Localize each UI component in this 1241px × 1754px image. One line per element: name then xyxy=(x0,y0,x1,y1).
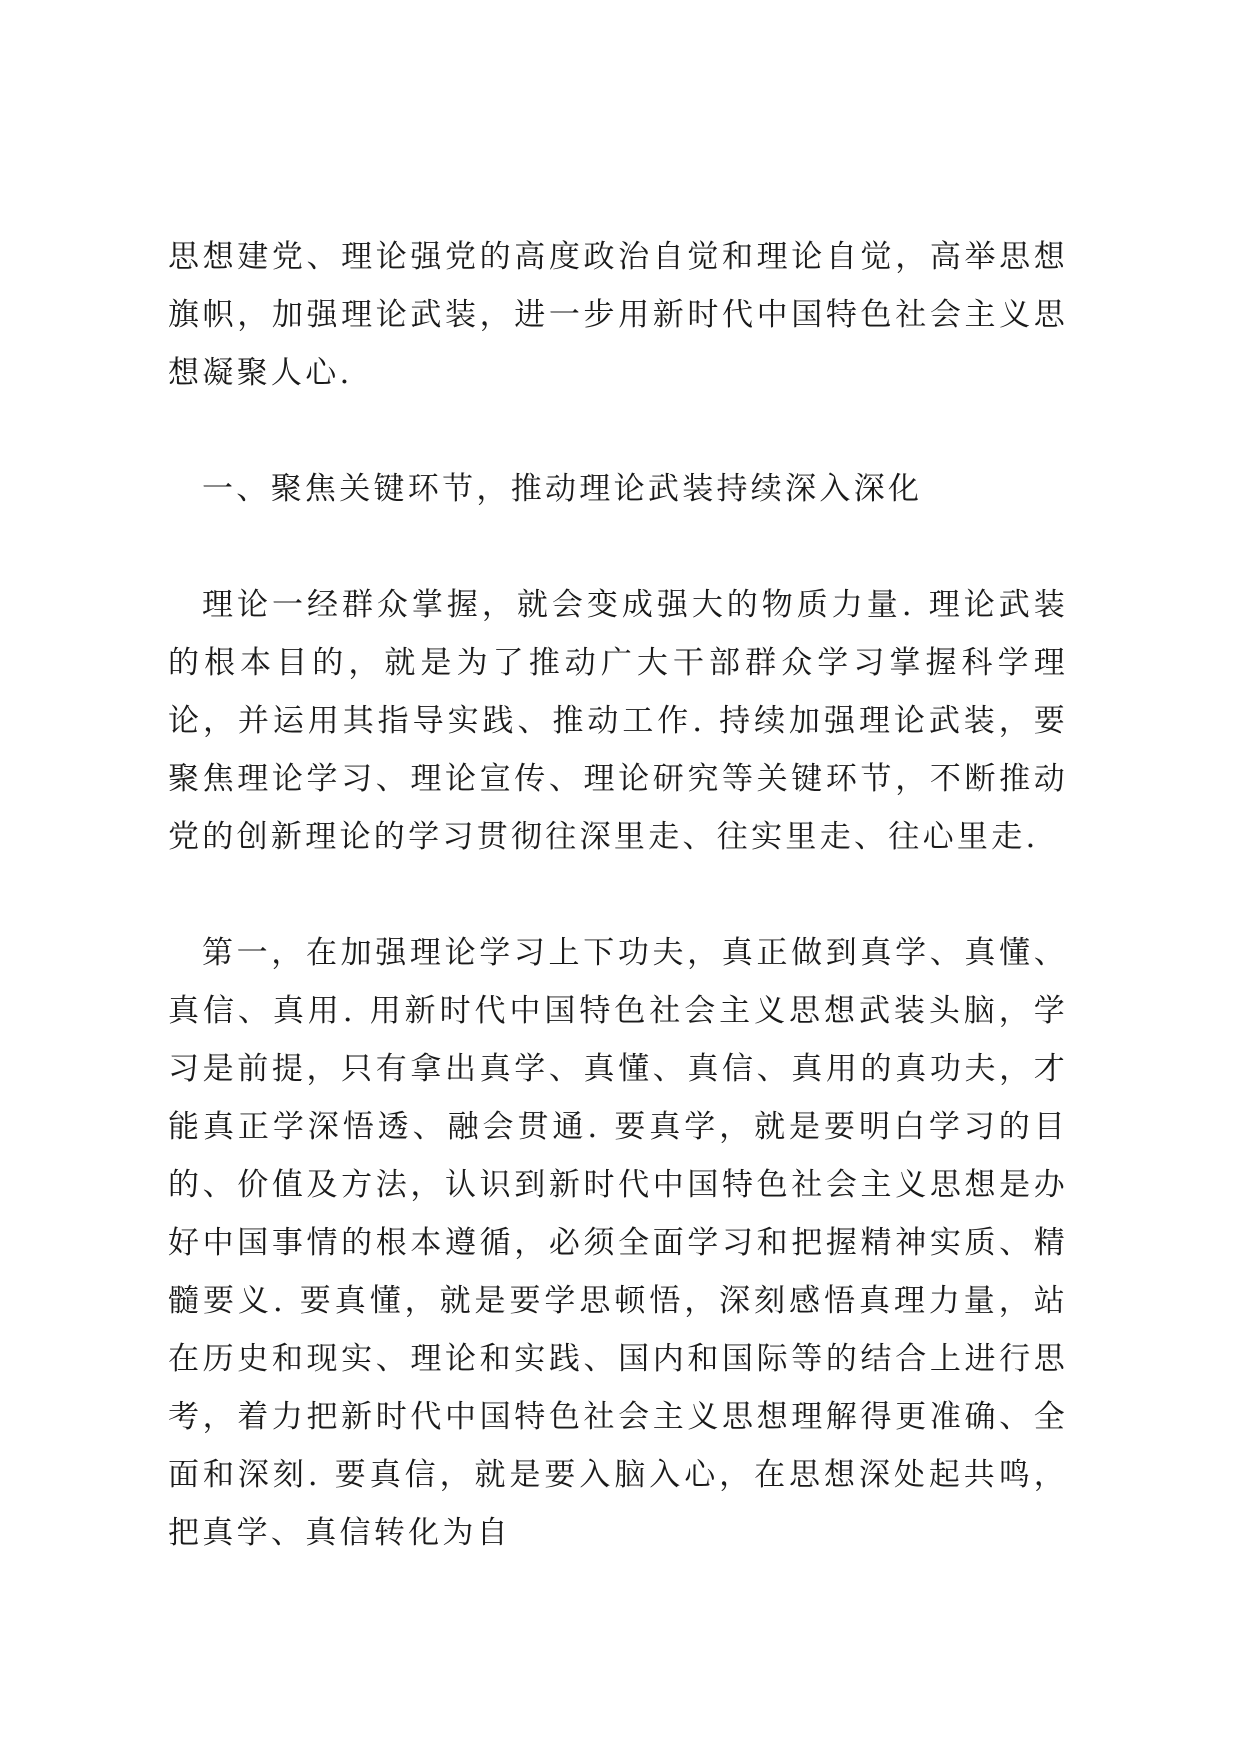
intro-paragraph: 思想建党、理论强党的高度政治自觉和理论自觉，高举思想旗帜，加强理论武装，进一步用新时代中国特色社会主义思想凝聚人心. xyxy=(168,239,1068,391)
body-paragraph-1: 理论一经群众掌握，就会变成强大的物质力量. 理论武装的根本目的，就是为了推动广大干部群众学习掌握科学理论，并运用其指导实践、推动工作. 持续加强理论武装，要聚焦理论学习、理论宣传、理论研究等关键环节，不断推动党的创新理论的学习贯彻往深里走、往实里走、往心里走. xyxy=(168,587,1068,855)
body-paragraph-2: 第一，在加强理论学习上下功夫，真正做到真学、真懂、真信、真用. 用新时代中国特色社会主义思想武装头脑，学习是前提，只有拿出真学、真懂、真信、真用的真功夫，才能真正学深悟透、融会贯通. 要真学，就是要明白学习的目的、价值及方法，认识到新时代中国特色社会主义思想是办好中国事情的根本遵循，必须全面学习和把握精神实质、精髓要义. 要真懂，就是要学思顿悟，深刻感悟真理力量，站在历史和现实、理论和实践、国内和国际等的结合上进行思考，着力把新时代中国特色社会主义思想理解得更准确、全面和深刻. 要真信，就是要入脑入心，在思想深处起共鸣，把真学、真信转化为自 xyxy=(168,935,1068,1551)
document-body xyxy=(168,228,1068,1620)
section-heading: 一、聚焦关键环节，推动理论武装持续深入深化 xyxy=(202,471,923,507)
